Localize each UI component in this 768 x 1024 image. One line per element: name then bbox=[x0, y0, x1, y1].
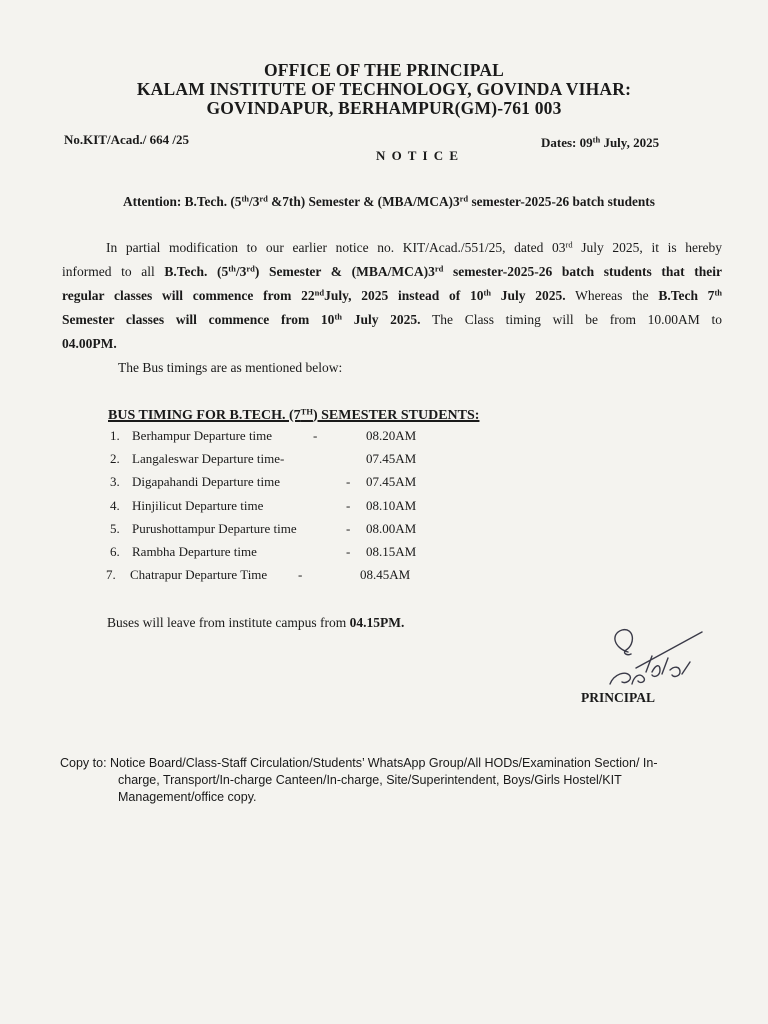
body-line-2: informed to all B.Tech. (5th/3rd) Semester & (MBA/MCA)3rd semester-2025-26 batch students that their bbox=[62, 263, 722, 279]
notice-title: N O T I C E bbox=[376, 148, 460, 163]
bus-row-time: 08.00AM bbox=[366, 520, 417, 536]
bus-intro: The Bus timings are as mentioned below: bbox=[118, 360, 343, 375]
bus-row-time: 07.45AM bbox=[366, 451, 417, 467]
notice-body bbox=[62, 236, 722, 356]
copy-to-line-2: charge, Transport/In-charge Canteen/In-charge, Site/Superintendent, Boys/Girls Hostel/KIT bbox=[118, 773, 622, 787]
copy-to-line-1: Copy to: Notice Board/Class-Staff Circulation/Students’ WhatsApp Group/All HODs/Examination Section/ In- bbox=[60, 756, 658, 770]
bus-row-place: Chatrapur Departure Time bbox=[130, 567, 268, 583]
bus-row-place: Berhampur Departure time bbox=[132, 428, 273, 443]
body-line-1: In partial modification to our earlier notice no. KIT/Acad./551/25, dated 03rd July 2025, it is hereby bbox=[106, 239, 723, 255]
bus-row-number: 4. bbox=[110, 497, 120, 513]
bus-timing-heading: BUS TIMING FOR B.TECH. (7TH) SEMESTER STUDENTS: bbox=[108, 406, 480, 423]
bus-row-time: 08.45AM bbox=[360, 567, 411, 583]
office-heading: OFFICE OF THE PRINCIPAL bbox=[263, 60, 505, 80]
bus-row bbox=[110, 428, 450, 451]
bus-row bbox=[110, 451, 450, 474]
bus-row bbox=[110, 498, 450, 521]
bus-row-place: Rambha Departure time bbox=[132, 543, 257, 559]
bus-row bbox=[106, 567, 450, 590]
bus-row-number: 2. bbox=[110, 451, 120, 467]
bus-row-time: 08.15AM bbox=[366, 543, 417, 559]
bus-row-place: Langaleswar Departure time- bbox=[132, 451, 285, 467]
body-line-5: 04.00PM. bbox=[62, 336, 117, 351]
bus-row-time: 08.10AM bbox=[366, 497, 417, 513]
bus-row-number: 7. bbox=[106, 567, 116, 583]
institute-address: GOVINDAPUR, BERHAMPUR(GM)-761 003 bbox=[206, 98, 562, 118]
bus-row-time: 07.45AM bbox=[366, 474, 417, 490]
bus-row-number: 3. bbox=[110, 474, 120, 490]
bus-row-number: 5. bbox=[110, 520, 120, 536]
principal-signature-icon bbox=[600, 626, 705, 696]
institute-name: KALAM INSTITUTE OF TECHNOLOGY, GOVINDA VIHAR: bbox=[136, 79, 632, 99]
bus-row-number: 6. bbox=[110, 543, 120, 559]
bus-row-time: 08.20AM bbox=[366, 428, 417, 443]
bus-row-dash: - bbox=[298, 567, 303, 583]
copy-to-list bbox=[60, 755, 720, 806]
body-line-3: regular classes will commence from 22ndJuly, 2025 instead of 10th July 2025. Whereas the B.Tech 7th bbox=[62, 287, 722, 303]
bus-timing-list bbox=[106, 428, 450, 590]
bus-row-place: Purushottampur Departure time bbox=[132, 520, 297, 536]
body-line-4: Semester classes will commence from 10th July 2025. The Class timing will be from 10.00AM to bbox=[62, 311, 723, 327]
bus-row-dash: - bbox=[346, 497, 351, 513]
bus-row-dash: - bbox=[346, 543, 351, 559]
bus-row-place: Hinjilicut Departure time bbox=[132, 497, 264, 513]
bus-row-place: Digapahandi Departure time bbox=[132, 474, 280, 490]
reference-number: No.KIT/Acad./ 664 /25 bbox=[64, 132, 189, 147]
bus-row bbox=[110, 544, 450, 567]
bus-row bbox=[110, 521, 450, 544]
bus-row-dash: - bbox=[346, 520, 351, 536]
notice-date: Dates: 09th July, 2025 bbox=[541, 134, 660, 150]
bus-row-dash: - bbox=[346, 474, 351, 490]
bus-row bbox=[110, 474, 450, 497]
bus-row-number: 1. bbox=[110, 428, 120, 443]
attention-line: Attention: B.Tech. (5th/3rd &7th) Semester & (MBA/MCA)3rd semester-2025-26 batch students bbox=[123, 193, 655, 209]
copy-to-line-3: Management/office copy. bbox=[118, 790, 257, 804]
bus-leave-note: Buses will leave from institute campus from 04.15PM. bbox=[107, 615, 405, 630]
principal-title: PRINCIPAL bbox=[581, 690, 655, 705]
bus-row-dash: - bbox=[313, 428, 318, 443]
